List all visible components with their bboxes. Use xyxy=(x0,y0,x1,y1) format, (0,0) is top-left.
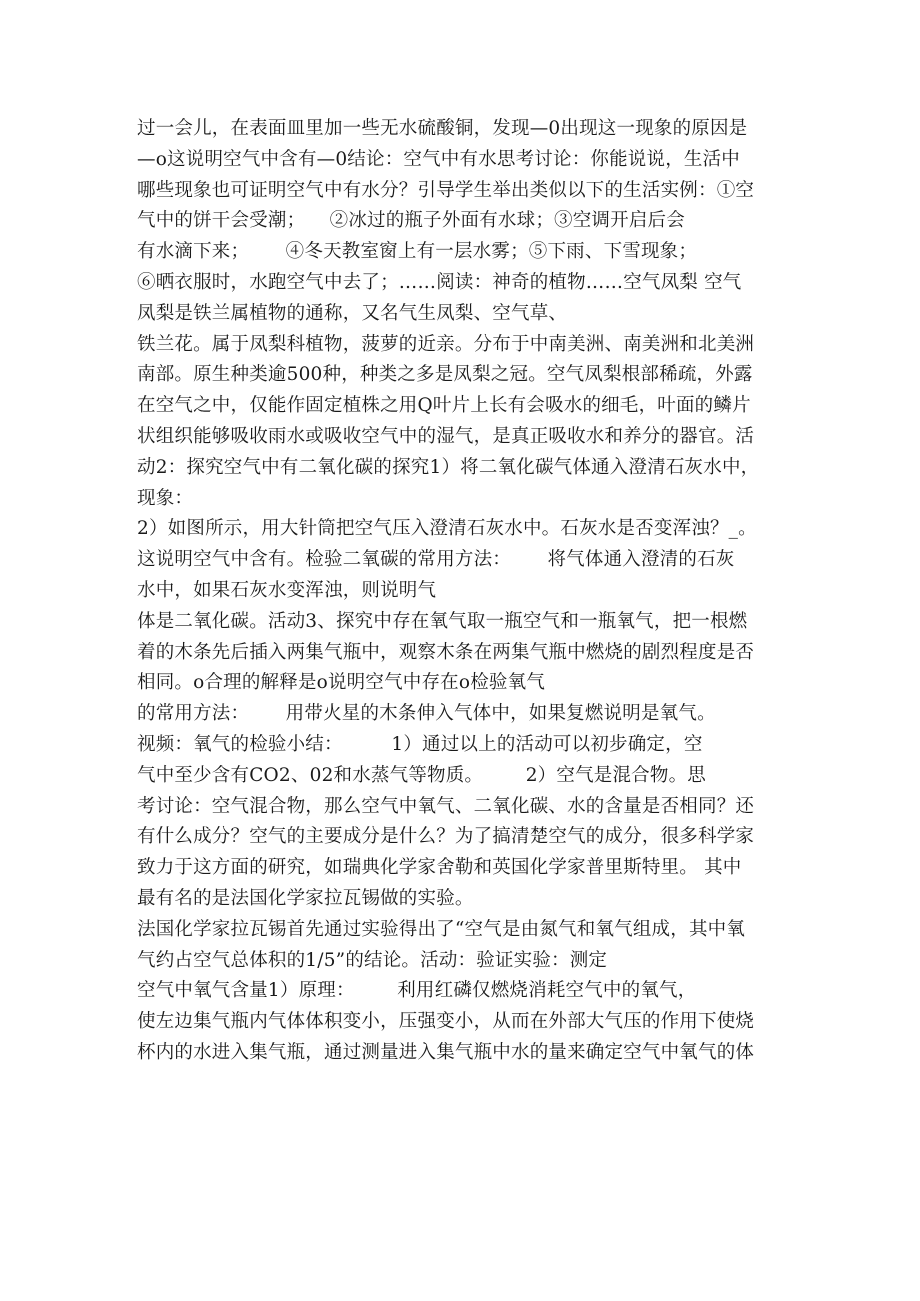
text-line: 水中，如果石灰水变浑浊，则说明气 xyxy=(137,579,437,601)
text-line: 在空气之中，仅能作固定植株之用Q叶片上长有会吸水的细毛，叶面的鳞片 xyxy=(137,395,751,417)
text-line: 视频：氧气的检验小结： 1）通过以上的活动可以初步确定，空 xyxy=(137,733,703,755)
text-line: 气中至少含有CO2、02和水蒸气等物质。 2）空气是混合物。思 xyxy=(137,764,706,786)
text-line: 这说明空气中含有。检验二氧碳的常用方法： 将气体通入澄清的石灰 xyxy=(137,549,735,571)
text-line: 凤梨是铁兰属植物的通称，又名气生凤梨、空气草、 xyxy=(137,302,568,324)
text-line: 有水滴下来； ④冬天教室窗上有一层水雾；⑤下雨、下雪现象； xyxy=(137,241,698,263)
text-line: 相同。o合理的解释是o说明空气中存在o检验氧气 xyxy=(137,672,546,694)
text-line: 法国化学家拉瓦锡首先通过实验得出了“空气是由氮气和氧气组成，其中氧 xyxy=(137,918,746,940)
text-line: 气中的饼干会受潮； ②冰过的瓶子外面有水球；③空调开启后会 xyxy=(137,210,685,232)
text-line: —o这说明空气中含有—0结论：空气中有水思考讨论：你能说说，生活中 xyxy=(137,148,741,170)
text-line: 铁兰花。属于凤梨科植物，菠萝的近亲。分布于中南美洲、南美洲和北美洲 xyxy=(137,333,755,355)
text-line: 着的木条先后插入两集气瓶中，观察木条在两集气瓶中燃烧的剧烈程度是否 xyxy=(137,641,755,663)
text-line: 状组织能够吸收雨水或吸收空气中的湿气，是真正吸收水和养分的器官。活 xyxy=(137,425,755,447)
text-line: 过一会儿，在表面皿里加一些无水硫酸铜，发现—0出现这一现象的原因是 xyxy=(137,118,748,139)
text-line: 考讨论：空气混合物，那么空气中氧气、二氧化碳、水的含量是否相同？还 xyxy=(137,795,755,817)
text-line: 使左边集气瓶内气体体积变小，压强变小，从而在外部大气压的作用下使烧 xyxy=(137,1011,755,1033)
text-line: 的常用方法： 用带火星的木条伸入气体中，如果复燃说明是氧气。 xyxy=(137,703,716,725)
text-line: ⑥晒衣服时，水跑空气中去了；……阅读：神奇的植物……空气凤梨 空气 xyxy=(137,271,742,293)
text-line: 体是二氧化碳。活动3、探究中存在氧气取一瓶空气和一瓶氧气，把一根燃 xyxy=(137,610,748,632)
text-line: 最有名的是法国化学家拉瓦锡做的实验。 xyxy=(137,887,474,909)
text-line: 哪些现象也可证明空气中有水分？引导学生举出类似以下的生活实例：①空 xyxy=(137,179,755,201)
text-line: 杯内的水进入集气瓶，通过测量进入集气瓶中水的量来确定空气中氧气的体 xyxy=(137,1041,755,1063)
text-line: 空气中氧气含量1）原理： 利用红磷仅燃烧消耗空气中的氧气， xyxy=(137,980,697,1002)
text-line: 有什么成分？空气的主要成分是什么？为了搞清楚空气的成分，很多科学家 xyxy=(137,826,755,848)
text-line: 动2：探究空气中有二氧化碳的探究1）将二氧化碳气体通入澄清石灰水中， xyxy=(137,456,760,478)
document-body xyxy=(137,114,797,1069)
text-line: 气约占空气总体积的1/5”的结论。活动：验证实验：测定 xyxy=(137,949,608,971)
text-line: 南部。原生种类逾500种，种类之多是凤梨之冠。空气凤梨根部稀疏，外露 xyxy=(137,364,753,386)
text-line: 2）如图所示，用大针筒把空气压入澄清石灰水中。石灰水是否变浑浊？_。 xyxy=(137,518,757,540)
text-line: 致力于这方面的研究，如瑞典化学家舍勒和英国化学家普里斯特里。 其中 xyxy=(137,857,742,879)
text-line: 现象： xyxy=(137,487,194,509)
